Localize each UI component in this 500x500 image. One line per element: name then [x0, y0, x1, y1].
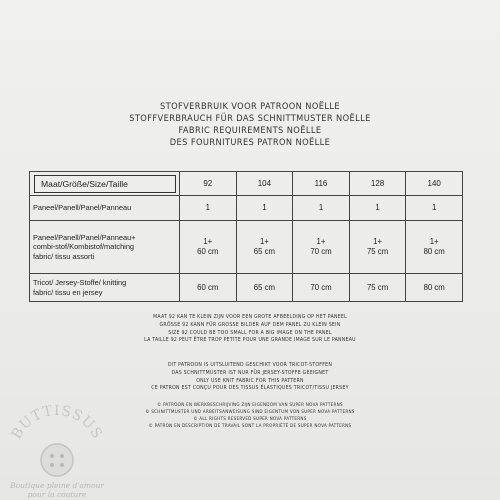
- title-line-de: STOFFVERBRAUCH FÜR DAS SCHNITTMUSTER NOËLLE: [129, 113, 371, 124]
- value-cell: [293, 196, 350, 221]
- panel-size-notes: [0, 314, 500, 345]
- knit-fabric-notes: [0, 362, 500, 393]
- table-header-row: [30, 172, 463, 196]
- title-line-en: FABRIC REQUIREMENTS NOËLLE: [178, 125, 322, 136]
- value-cell: [406, 221, 463, 274]
- value-cell: [236, 221, 293, 274]
- row-label-line: combi-stof/Kombistof/matching: [33, 242, 135, 252]
- size-header-label: Maat/Größe/Size/Taille: [34, 175, 176, 193]
- title-line-fr: DES FOURNITURES PATRON NOËLLE: [169, 137, 331, 148]
- row-label: [30, 221, 180, 274]
- size-cell: 104: [236, 172, 293, 196]
- watermark-brand: BUTTISSUS: [8, 404, 106, 442]
- value-cell: [293, 274, 350, 302]
- watermark-logo: [2, 404, 112, 500]
- fabric-requirements-table: [29, 171, 463, 302]
- value-line: 1: [205, 203, 210, 212]
- note-line: SIZE 92 COULD BE TOO SMALL FOR A BIG IMAGE ON THE PANEL: [168, 329, 332, 336]
- size-cell: 116: [293, 172, 350, 196]
- value-line: 1+: [429, 237, 439, 246]
- value-line: 75 cm: [366, 247, 389, 256]
- value-line: 80 cm: [423, 282, 445, 292]
- size-cell: 128: [349, 172, 406, 196]
- note-line: LA TAILLE 92 PEUT ÊTRE TROP PETITE POUR UNE GRANDE IMAGE SUR LE PANNEAU: [144, 337, 356, 344]
- row-label-line: fabric/ tissu assorti: [33, 251, 95, 261]
- value-line: 60 cm: [197, 282, 219, 292]
- size-cell: 140: [406, 172, 463, 196]
- value-line: 70 cm: [310, 282, 332, 292]
- note-line: MAAT 92 KAN TE KLEIN ZIJN VOOR EEN GROTE AFBEELDING OP HET PANEEL: [153, 314, 347, 320]
- value-cell: [236, 196, 293, 221]
- value-line: 1+: [373, 237, 383, 246]
- value-cell: [406, 274, 463, 302]
- value-cell: [236, 274, 293, 302]
- button-icon: [41, 444, 73, 476]
- value-line: 70 cm: [310, 247, 332, 256]
- note-line: CE PATRON EST CONÇU POUR DES TISSUS ÉLASTIQUES TRICOT/TISSU JERSEY: [151, 385, 349, 392]
- size-header-cell: [30, 172, 180, 196]
- value-line: 1: [262, 203, 267, 212]
- value-line: 1+: [203, 237, 213, 246]
- table-row: [30, 221, 463, 274]
- value-cell: [349, 221, 406, 274]
- note-line: © SCHNITTMUSTER UND ARBEITSANWEISUNG SIND EIGENTUM VON SUPER NOVA PATTERNS: [145, 409, 355, 415]
- value-cell: [180, 274, 237, 302]
- value-line: 60 cm: [197, 247, 219, 256]
- value-line: 1: [432, 203, 437, 212]
- note-line: GRÖSSE 92 KANN FÜR GROSSE BILDER AUF DEM PANEL ZU KLEIN SEIN: [159, 321, 341, 328]
- note-line: DIT PATROON IS UITSLUITEND GESCHIKT VOOR TRICOT-STOFFEN: [167, 362, 333, 368]
- value-line: 75 cm: [366, 282, 389, 292]
- watermark-tagline-1: Boutique pleine d'amour: [10, 481, 104, 490]
- watermark-tagline-2: pour la couture: [27, 490, 87, 499]
- note-line: DAS SCHNITTMUSTER IST NUR FÜR JERSEY-STOFFE GEEIGNET: [171, 369, 329, 376]
- row-label-line: Tricot/ Jersey-Stoffe/ knitting: [33, 277, 127, 287]
- value-line: 65 cm: [253, 247, 275, 256]
- title-line-nl: STOFVERBRUIK VOOR PATROON NOËLLE: [159, 101, 341, 112]
- value-line: 80 cm: [423, 247, 445, 256]
- value-cell: [349, 274, 406, 302]
- value-line: 1: [318, 203, 324, 212]
- value-cell: [406, 196, 463, 221]
- value-line: 1+: [259, 237, 269, 246]
- table-row: [30, 196, 463, 221]
- value-line: 1: [375, 203, 380, 212]
- note-line: © ALL RIGHTS RESERVED SUPER NOVA PATTERNS: [193, 416, 307, 422]
- value-cell: [293, 221, 350, 274]
- row-label-line: fabric/ tissu en jersey: [33, 287, 103, 297]
- size-cell: 92: [180, 172, 237, 196]
- value-line: 1+: [316, 237, 326, 246]
- note-line: ONLY USE KNIT FABRIC FOR THIS PATTERN: [196, 377, 304, 384]
- value-line: 65 cm: [253, 282, 275, 292]
- row-label-line: Paneel/Panell/Panel/Panneau+: [33, 232, 136, 242]
- row-label: [30, 274, 180, 302]
- note-line: © PATROON EN WERKBESCHRIJVING ZIJN EIGENDOM VAN SUPER NOVA PATTERNS: [157, 403, 343, 408]
- row-label-line: Paneel/Panell/Panel/Panneau: [33, 203, 132, 213]
- value-cell: [180, 221, 237, 274]
- note-line: © PATRON EN DESCRIPTION DE TRAVAIL SONT LA PROPRIÉTÉ DE SUPER NOVA PATTERNS: [148, 423, 352, 429]
- fabric-requirements-title: [0, 101, 500, 149]
- row-label: [30, 196, 180, 221]
- value-cell: [180, 196, 237, 221]
- table-row: [30, 274, 463, 302]
- value-cell: [349, 196, 406, 221]
